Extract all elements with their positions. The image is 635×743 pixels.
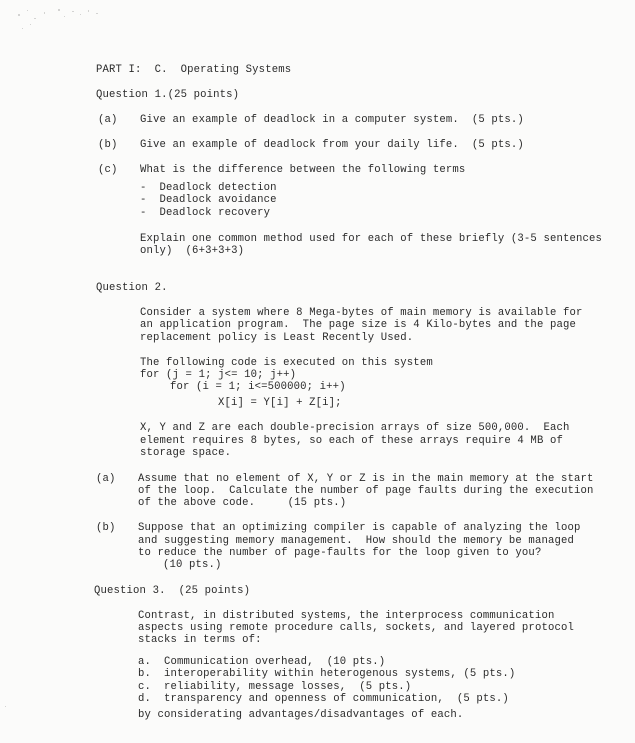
q3-intro-line: stacks in terms of: — [138, 634, 262, 646]
q3-list-item: b. interoperability within heterogenous systems, (5 pts.) — [138, 668, 516, 680]
q1-explain-line: Explain one common method used for each of these briefly (3-5 sentences — [140, 233, 603, 245]
q2-a-line: of the above code. (15 pts.) — [138, 497, 347, 509]
q1-b-text: Give an example of deadlock from your daily life. (5 pts.) — [140, 139, 524, 151]
question-1-heading: Question 1.(25 points) — [96, 89, 240, 101]
q2-b-line: Suppose that an optimizing compiler is capable of analyzing the loop — [138, 522, 581, 534]
q1-a-text: Give an example of deadlock in a computer system. (5 pts.) — [140, 114, 524, 126]
q2-intro-line: Consider a system where 8 Mega-bytes of main memory is available for — [140, 307, 583, 319]
question-3-heading: Question 3. (25 points) — [94, 585, 251, 597]
q2-a-line: of the loop. Calculate the number of page faults during the execution — [138, 485, 594, 497]
q3-list-item: c. reliability, message losses, (5 pts.) — [138, 681, 412, 693]
term-item: - Deadlock recovery — [140, 207, 271, 219]
code-line: for (i = 1; i<=500000; i++) — [170, 381, 346, 393]
q3-intro-line: aspects using remote procedure calls, sockets, and layered protocol — [138, 622, 574, 634]
q2-arrays-line: X, Y and Z are each double-precision arrays of size 500,000. Each — [140, 422, 570, 434]
q2-intro-line: an application program. The page size is 4 Kilo-bytes and the page — [140, 319, 576, 331]
q1-b-label: (b) — [98, 139, 118, 151]
q1-explain-line: only) (6+3+3+3) — [140, 245, 245, 257]
q2-a-label: (a) — [96, 473, 116, 485]
term-item: - Deadlock detection — [140, 182, 277, 194]
q2-b-line: (10 pts.) — [163, 559, 222, 571]
q1-c-label: (c) — [98, 164, 118, 176]
q2-a-line: Assume that no element of X, Y or Z is in the main memory at the start — [138, 473, 594, 485]
question-2-heading: Question 2. — [96, 282, 168, 294]
q1-c-text: What is the difference between the following terms — [140, 164, 466, 176]
q2-arrays-line: element requires 8 bytes, so each of these arrays require 4 MB of — [140, 435, 563, 447]
q1-a-label: (a) — [98, 114, 118, 126]
q2-intro-line: replacement policy is Least Recently Used. — [140, 332, 414, 344]
q3-closing: by considerating advantages/disadvantages of each. — [138, 709, 464, 721]
q3-list-item: a. Communication overhead, (10 pts.) — [138, 656, 386, 668]
q2-b-line: to reduce the number of page-faults for the loop given to you? — [138, 547, 542, 559]
q2-b-label: (b) — [96, 522, 116, 534]
code-line: for (j = 1; j<= 10; j++) — [140, 369, 297, 381]
term-item: - Deadlock avoidance — [140, 194, 277, 206]
q2-arrays-line: storage space. — [140, 447, 232, 459]
q3-list-item: d. transparency and openness of communication, (5 pts.) — [138, 693, 509, 705]
q2-code-intro: The following code is executed on this system — [140, 357, 433, 369]
code-line: X[i] = Y[i] + Z[i]; — [218, 397, 342, 409]
part-title: PART I: C. Operating Systems — [96, 64, 292, 76]
q2-b-line: and suggesting memory management. How should the memory be managed — [138, 535, 574, 547]
q3-intro-line: Contrast, in distributed systems, the interprocess communication — [138, 610, 555, 622]
